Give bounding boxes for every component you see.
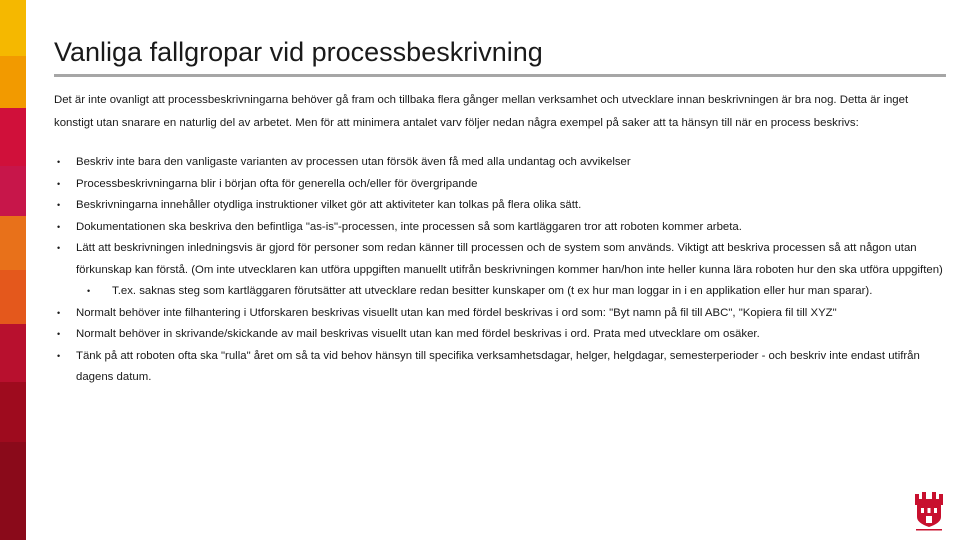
intro-text: Det är inte ovanligt att processbeskrivningarna behöver gå fram och tillbaka flera gånger mellan verksamhet och utvecklare innan beskrivningen är bra nog. Detta är inget konstigt utan snarare en naturlig del av arbetet. Men för att minimera antalet varv följer nedan några exempel på saker att ta hänsyn till när en process beskrivs: [54,94,909,129]
decorative-color-stripes [0,0,26,540]
castle-crest-icon [912,490,946,532]
stripe-8 [0,382,26,442]
slide-title: Vanliga fallgropar vid processbeskrivning [54,37,543,67]
stripe-9 [0,442,26,540]
list-item [54,174,944,196]
list-item [54,303,944,325]
pitfall-list [54,152,944,389]
bullet-icon: • [57,157,61,167]
bullet-icon: • [57,350,61,361]
intro-paragraph [54,89,944,135]
list-item [54,324,944,346]
bullet-icon: • [57,178,61,189]
list-item-text: Beskriv inte bara den vanligaste varianten av processen utan försök även få med alla undantag och avvikelser [76,156,631,168]
stripe-5 [0,216,26,270]
list-item-text: Beskrivningarna innehåller otydliga instruktioner vilket gör att aktiviteter kan tolkas på flera olika sätt. [76,199,582,211]
list-item [54,195,944,217]
stripe-6 [0,270,26,324]
bullet-icon: • [87,286,91,296]
sub-list-item [54,281,944,303]
stripe-3 [0,108,26,166]
stripe-4 [0,166,26,216]
bullet-icon: • [57,221,61,232]
list-item [54,238,944,281]
list-item-text: Lätt att beskrivningen inledningsvis är gjord för personer som redan känner till processen och de system som används. Viktigt att beskriva processen så att någon utan förkunskap kan förstå. (Om inte utvecklaren kan utföra uppgiften manuellt utifrån beskrivningen kommer han/hon inte heller kunna lära roboten hur den ska utföra uppgiften) [76,242,943,276]
list-item [54,152,944,174]
list-item [54,346,944,389]
list-item-text: Normalt behöver inte filhantering i Utforskaren beskrivas visuellt utan kan med fördel beskrivas i ord som: "Byt namn på fil till ABC", "Kopiera fil till XYZ" [76,306,837,319]
title-underline [54,74,946,77]
list-item-text: T.ex. saknas steg som kartläggaren förutsätter att utvecklare redan besitter kunskaper om (t ex hur man loggar in i en applikation eller hur man sparar). [112,285,873,297]
list-item [54,217,944,239]
stripe-1 [0,0,26,56]
list-item-text: Normalt behöver in skrivande/skickande av mail beskrivas visuellt utan kan med fördel beskrivas i ord. Prata med utvecklare om osäker. [76,328,760,340]
bullet-icon: • [57,243,61,253]
stripe-7 [0,324,26,382]
list-item-text: Processbeskrivningarna blir i början ofta för generella och/eller för övergripande [76,177,478,190]
list-item-text: Dokumentationen ska beskriva den befintliga "as-is"-processen, inte processen så som kartläggaren tror att roboten kommer arbeta. [76,220,742,233]
stripe-2 [0,56,26,108]
list-item-text: Tänk på att roboten ofta ska "rulla" året om så ta vid behov hänsyn till specifika verksamhetsdagar, helger, helgdagar, semesterperioder - och beskriv inte endast utifrån dagens datum. [76,349,920,383]
bullet-icon: • [57,329,61,339]
bullet-icon: • [57,307,61,318]
bullet-icon: • [57,200,61,210]
